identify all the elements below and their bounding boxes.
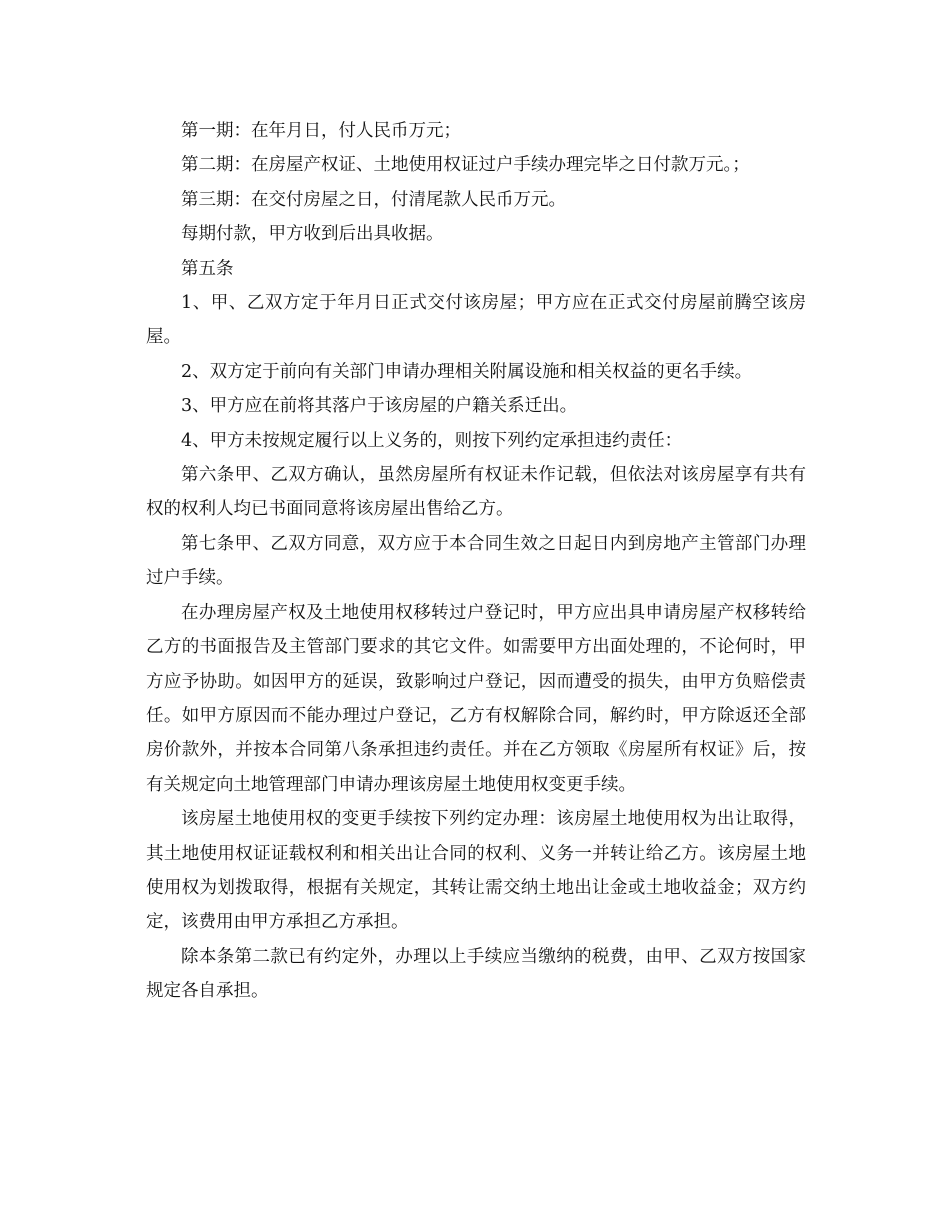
article-5-heading: 第五条 — [181, 258, 234, 279]
document-body — [146, 114, 806, 1009]
paragraph-payment-phase-1: 第一期：在年月日，付人民币万元； — [181, 121, 461, 141]
paragraph-article-5-item-2: 2、双方定于前向有关部门申请办理相关附属设施和相关权益的更名手续。 — [181, 361, 753, 382]
paragraph-land-use-right: 该房屋土地使用权的变更手续按下列约定办理：该房屋土地使用权为出让取得，其土地使用权证证载权利和相关出让合同的权利、义务一并转让给乙方。该房屋土地使用权为划拨取得，根据有关规定，其转让需交纳土地出让金或土地收益金；双方约定，该费用由甲方承担乙方承担。 — [146, 809, 806, 933]
paragraph-article-7: 第七条甲、乙双方同意，双方应于本合同生效之日起日内到房地产主管部门办理过户手续。 — [146, 533, 806, 589]
paragraph-article-5-item-4: 4、甲方未按规定履行以上义务的，则按下列约定承担违约责任： — [181, 430, 683, 451]
paragraph-receipt: 每期付款，甲方收到后出具收据。 — [181, 224, 444, 245]
paragraph-taxes-fees: 除本条第二款已有约定外，办理以上手续应当缴纳的税费，由甲、乙双方按国家规定各自承担。 — [146, 946, 806, 1002]
paragraph-article-5-item-1: 1、甲、乙双方定于年月日正式交付该房屋；甲方应在正式交付房屋前腾空该房屋。 — [146, 293, 806, 348]
paragraph-article-5-item-3: 3、甲方应在前将其落户于该房屋的户籍关系迁出。 — [181, 396, 578, 417]
paragraph-article-6: 第六条甲、乙双方确认，虽然房屋所有权证未作记载，但依法对该房屋享有共有权的权利人均已书面同意将该房屋出售给乙方。 — [146, 465, 806, 520]
paragraph-payment-phase-3: 第三期：在交付房屋之日，付清尾款人民币万元。 — [181, 189, 566, 210]
paragraph-transfer-registration: 在办理房屋产权及土地使用权移转过户登记时，甲方应出具申请房屋产权移转给乙方的书面报告及主管部门要求的其它文件。如需要甲方出面处理的，不论何时，甲方应予协助。如因甲方的延误，致影响过户登记，因而遭受的损失，由甲方负赔偿责任。如甲方原因而不能办理过户登记，乙方有权解除合同，解约时，甲方除返还全部房价款外，并按本合同第八条承担违约责任。并在乙方领取《房屋所有权证》后，按有关规定向土地管理部门申请办理该房屋土地使用权变更手续。 — [146, 602, 806, 795]
paragraph-payment-phase-2: 第二期：在房屋产权证、土地使用权证过户手续办理完毕之日付款万元。； — [181, 155, 750, 176]
